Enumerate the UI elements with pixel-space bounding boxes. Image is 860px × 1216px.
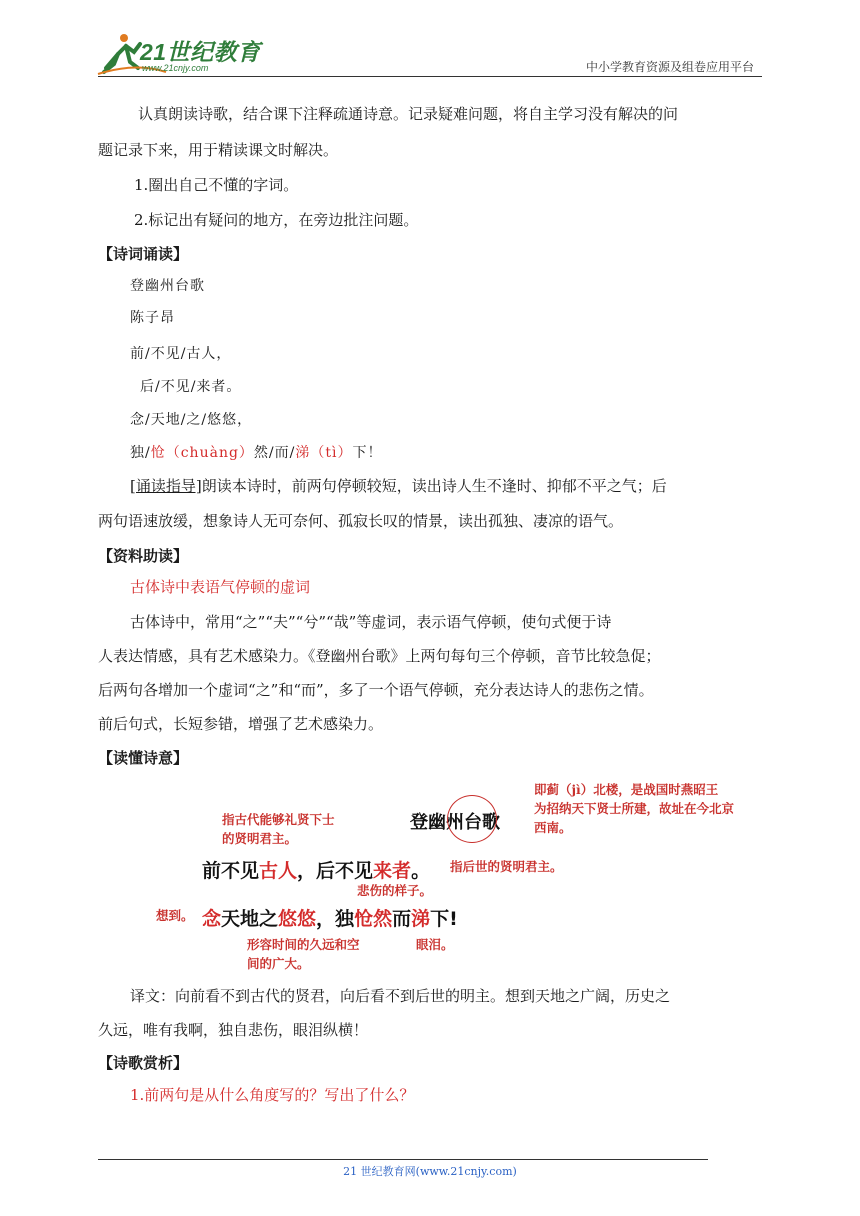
- big-line-1-e: 。: [411, 860, 431, 882]
- header-divider: [98, 76, 762, 77]
- big-line-1: [202, 856, 430, 883]
- big-line-2-f: 而: [392, 908, 412, 930]
- big-line-1-a: 前不见: [202, 860, 260, 882]
- pinyin-ti: 涕（tì）: [295, 445, 353, 461]
- poem-author: 陈子昂: [130, 310, 175, 326]
- big-line-1-c: ，后不见: [297, 860, 374, 882]
- footer-divider: [98, 1159, 708, 1160]
- recite-heading: 【诗词诵读】: [98, 245, 189, 263]
- annotation-youyou: [247, 935, 360, 973]
- pinyin-chuang: 怆（chuàng）: [150, 445, 254, 461]
- annotation-guren-line-1: 指古代能够礼贤下士: [222, 812, 335, 827]
- poem-line-1: 前/不见/古人，: [130, 346, 232, 362]
- analysis-heading: 【诗歌赏析】: [98, 1054, 189, 1072]
- annotation-youzhoutai-line-2: 为招纳天下贤士所建，故址在今北京: [534, 801, 735, 816]
- material-line-3: 后两句各增加一个虚词“之”和“而”，多了一个语气停顿，充分表达诗人的悲伤之情。: [98, 681, 654, 699]
- annotation-guren: [222, 810, 335, 848]
- intro-item-2: 2.标记出有疑问的地方，在旁边批注问题。: [134, 211, 419, 229]
- material-line-4: 前后句式，长短参错，增强了艺术感染力。: [98, 715, 384, 733]
- word-laizhe: 来者: [373, 860, 412, 882]
- annotation-chuangran: 悲伤的样子。: [357, 883, 433, 898]
- annotation-youzhoutai-line-3: 西南。: [534, 820, 572, 835]
- annotation-nian: 想到。: [156, 908, 194, 923]
- translation-line-2: 久远，唯有我啊，独自悲伤，眼泪纵横！: [98, 1021, 369, 1039]
- material-subtitle: 古体诗中表语气停顿的虚词: [130, 578, 311, 596]
- footer-text: 21 世纪教育网(www.21cnjy.com): [343, 1165, 517, 1178]
- annotation-guren-line-2: 的贤明君主。: [222, 831, 298, 846]
- big-poem-title: 登幽州台歌: [410, 812, 500, 833]
- word-youyou: 悠悠: [278, 908, 317, 930]
- annotation-youyou-line-2: 间的广大。: [247, 956, 310, 971]
- guide-tag: [诵读指导]: [130, 477, 202, 495]
- logo-url: www.21cnjy.com: [142, 63, 209, 73]
- intro-line-1: 认真朗读诗歌，结合课下注释疏通诗意。记录疑难问题，将自主学习没有解决的问: [138, 105, 679, 123]
- big-line-2: [202, 904, 458, 931]
- translation-line-1: 译文：向前看不到古代的贤君，向后看不到后世的明主。想到天地之广阔，历史之: [130, 987, 671, 1005]
- annotation-laizhe: 指后世的贤明君主。: [450, 859, 563, 874]
- guide-line-2: 两句语速放缓，想象诗人无可奈何、孤寂长叹的情景，读出孤独、凄凉的语气。: [98, 512, 624, 530]
- annotation-ti: 眼泪。: [416, 937, 454, 952]
- word-guren: 古人: [259, 860, 298, 882]
- intro-line-2: 题记录下来，用于精读课文时解决。: [98, 141, 339, 159]
- annotation-youzhoutai: [534, 780, 734, 837]
- poem-line-3: 念/天地/之/悠悠，: [130, 412, 253, 428]
- poem-line-2: 后/不见/来者。: [140, 379, 242, 395]
- annotation-youyou-line-1: 形容时间的久远和空: [247, 937, 360, 952]
- title-circle-mark: [447, 795, 497, 843]
- word-nian: 念: [202, 908, 222, 930]
- analysis-question-1: 1.前两句是从什么角度写的？写出了什么？: [130, 1086, 415, 1104]
- meaning-heading: 【读懂诗意】: [98, 749, 189, 767]
- poem-line-4-c: 然/而/: [253, 445, 296, 461]
- logo-text: 21世纪教育: [140, 39, 261, 65]
- word-chuangran: 怆然: [354, 908, 393, 930]
- material-heading: 【资料助读】: [98, 547, 189, 565]
- poem-line-4-a: 独/: [130, 445, 151, 461]
- annotation-youzhoutai-line-1: 即蓟（jì）北楼，是战国时燕昭王: [534, 782, 719, 797]
- poem-line-4-e: 下！: [352, 445, 383, 461]
- poem-title: 登幽州台歌: [130, 278, 205, 294]
- big-line-2-h: 下!: [430, 908, 458, 930]
- material-line-2: 人表达情感，具有艺术感染力。《登幽州台歌》上两句每句三个停顿，音节比较急促；: [98, 647, 661, 665]
- big-line-2-d: ，独: [316, 908, 355, 930]
- big-line-2-b: 天地之: [221, 908, 279, 930]
- platform-name: 中小学教育资源及组卷应用平台: [585, 60, 754, 74]
- poem-line-4: [130, 442, 382, 462]
- word-ti: 涕: [411, 908, 431, 930]
- intro-item-1: 1.圈出自己不懂的字词。: [134, 176, 299, 194]
- guide-line-1: [130, 476, 667, 496]
- guide-text-1: 朗读本诗时，前两句停顿较短，读出诗人生不逢时、抑郁不平之气；后: [201, 477, 667, 495]
- material-line-1: 古体诗中，常用“之”“夫”“兮”“哉”等虚词，表示语气停顿，使句式便于诗: [130, 613, 612, 631]
